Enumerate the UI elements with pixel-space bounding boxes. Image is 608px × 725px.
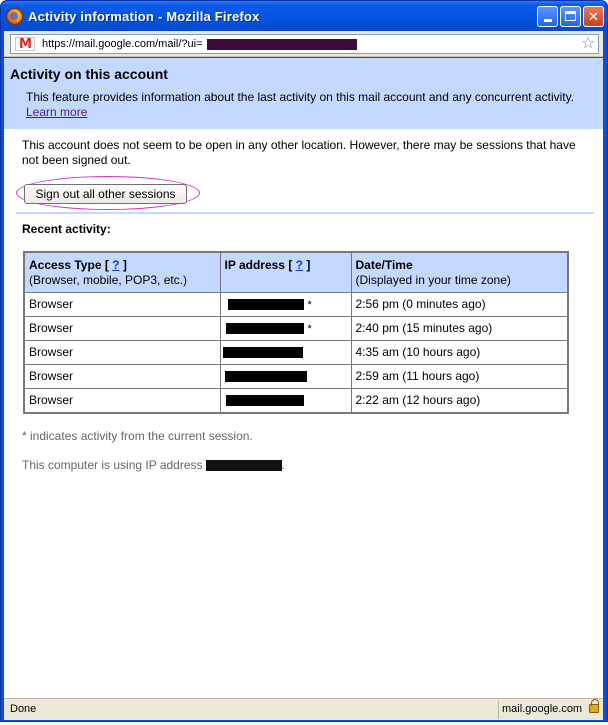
window-title: Activity information - Mozilla Firefox: [28, 9, 260, 24]
page-title: Activity on this account: [10, 66, 168, 82]
url-redaction: [207, 39, 357, 50]
ip-cell: [220, 292, 351, 316]
datetime-header-sub: (Displayed in your time zone): [355, 273, 511, 287]
ip-redaction: [223, 347, 303, 358]
ip-redaction: [228, 299, 304, 310]
page-content: [4, 58, 603, 698]
table-row: [24, 364, 568, 388]
current-session-marker: *: [307, 322, 312, 335]
bookmark-star-icon[interactable]: ☆: [581, 35, 596, 52]
access-type-header: [24, 252, 220, 292]
section-divider: [16, 212, 594, 214]
datetime-cell: 2:59 am (11 hours ago): [351, 364, 568, 388]
status-bar: [4, 698, 603, 720]
ip-address-header: [220, 252, 351, 292]
activity-table: [23, 251, 569, 414]
current-session-marker: *: [307, 298, 312, 311]
current-session-footnote: * indicates activity from the current session.: [22, 429, 253, 443]
table-row: [24, 316, 568, 340]
access-type-cell: Browser: [24, 340, 220, 364]
computer-ip-suffix: .: [281, 458, 285, 472]
table-row: [24, 388, 568, 413]
access-type-cell: Browser: [24, 292, 220, 316]
minimize-button[interactable]: [537, 6, 558, 27]
table-header-row: [24, 252, 568, 292]
access-type-cell: Browser: [24, 364, 220, 388]
status-domain: mail.google.com: [502, 703, 583, 715]
lock-icon[interactable]: [589, 704, 599, 713]
recent-activity-label: Recent activity:: [22, 222, 111, 236]
ip-redaction: [226, 323, 304, 334]
computer-ip-line: [22, 458, 285, 472]
access-type-header-close: ]: [122, 258, 127, 272]
ip-redaction: [206, 460, 282, 471]
datetime-header-label: Date/Time: [355, 258, 413, 272]
maximize-icon: [565, 11, 576, 21]
url-text: https://mail.google.com/mail/?ui=: [42, 38, 203, 50]
access-type-header-label: Access Type [: [29, 258, 109, 272]
ip-cell: [220, 388, 351, 413]
ip-cell: [220, 340, 351, 364]
access-type-help-link[interactable]: ?: [112, 258, 120, 272]
sign-out-other-sessions-button[interactable]: Sign out all other sessions: [24, 184, 187, 204]
table-row: [24, 340, 568, 364]
url-field[interactable]: [10, 34, 599, 54]
datetime-cell: 2:56 pm (0 minutes ago): [351, 292, 568, 316]
access-type-cell: Browser: [24, 388, 220, 413]
ip-header-close: ]: [306, 258, 311, 272]
learn-more-link[interactable]: Learn more: [26, 105, 88, 119]
datetime-cell: 2:40 pm (15 minutes ago): [351, 316, 568, 340]
close-button[interactable]: [583, 6, 604, 27]
header-band: [4, 58, 603, 129]
firefox-icon: [6, 8, 23, 25]
close-icon: ✕: [588, 9, 599, 24]
ip-header-label: IP address [: [224, 258, 293, 272]
ip-redaction: [226, 395, 304, 406]
access-type-cell: Browser: [24, 316, 220, 340]
datetime-header: [351, 252, 568, 292]
maximize-button[interactable]: [560, 6, 581, 27]
computer-ip-prefix: This computer is using IP address: [22, 458, 203, 472]
ip-redaction: [225, 371, 307, 382]
title-bar[interactable]: [1, 1, 607, 32]
gmail-icon: [15, 37, 35, 51]
ip-help-link[interactable]: ?: [295, 258, 303, 272]
datetime-cell: 2:22 am (12 hours ago): [351, 388, 568, 413]
session-notice: This account does not seem to be open in any other location. However, there may be sessions that have not been signed out.: [22, 138, 576, 167]
table-row: [24, 292, 568, 316]
address-toolbar: [4, 31, 603, 57]
ip-cell: [220, 316, 351, 340]
status-text: Done: [10, 703, 37, 715]
datetime-cell: 4:35 am (10 hours ago): [351, 340, 568, 364]
access-type-header-sub: (Browser, mobile, POP3, etc.): [29, 273, 188, 287]
ip-cell: [220, 364, 351, 388]
feature-description: This feature provides information about the last activity on this mail account and any concurrent activity.: [26, 90, 575, 104]
minimize-icon: [544, 19, 552, 22]
status-separator: [498, 701, 499, 719]
